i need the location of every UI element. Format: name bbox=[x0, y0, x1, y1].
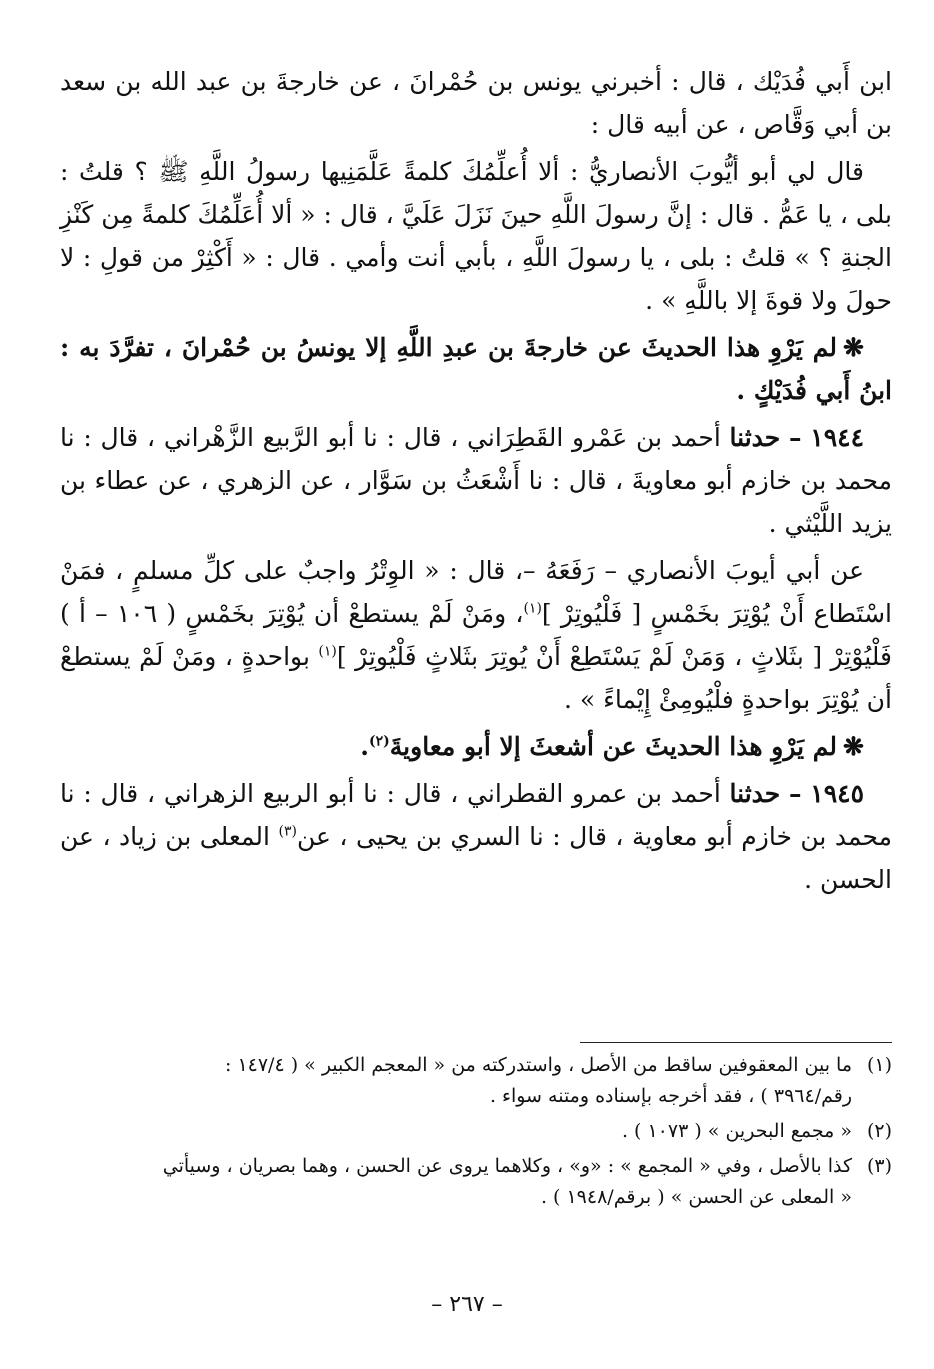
isnad-1945-a: أحمد بن عمرو القطراني ، قال : نا أبو الربيع الزهراني ، قال : نا محمد بن خازم أبو معاوية ، قال : نا السري بن يحيى ، عن bbox=[60, 779, 892, 851]
paragraph-isnad-1: ابن أَبي فُدَيْك ، قال : أخبرني يونس بن حُمْرانَ ، عن خارجةَ بن عبد الله بن سعد بن أبي وَقَّاص ، عن أبيه قال : bbox=[60, 67, 892, 139]
footnote-ref-2: (٢) bbox=[369, 733, 390, 750]
matn-1944-b: ، ومَنْ لَمْ يستطعْ أن يُوْتِرَ بخَمْسٍ bbox=[185, 599, 524, 628]
dash: – bbox=[789, 779, 802, 808]
star-icon: ❋ bbox=[843, 732, 864, 761]
footnote-text: « مجمع البحرين » ( ١٠٧٣ ) . bbox=[621, 1120, 852, 1142]
note-1 bbox=[60, 326, 892, 412]
footnote-ref-1: (١) bbox=[523, 600, 542, 617]
footnote-divider bbox=[580, 1042, 892, 1043]
footnote-ref-1b: (١) bbox=[318, 643, 337, 660]
footnote-text-cont: رقم/٣٩٦٤ ) ، فقد أخرجه بإسناده ومتنه سواء . bbox=[489, 1085, 852, 1107]
folio-marker: ( ١٠٦ – أ ) bbox=[60, 599, 177, 628]
footnote-3 bbox=[60, 1151, 892, 1213]
matn-1944-c: فَلْيُوْتِرْ [ بثَلاثٍ ، وَمَنْ لَمْ يَسْتَطِعْ أَنْ يُوتِرَ بثَلاثٍ فَلْيُوتِرْ ] bbox=[336, 642, 892, 671]
paragraph-hadith-1944 bbox=[60, 549, 892, 721]
note-2: ❋لم يَرْوِ هذا الحديثَ عن أشعثَ إلا أبو معاويةَ$^{(٢)}$. bbox=[360, 732, 864, 761]
note-2-text: لم يَرْوِ هذا الحديثَ عن أشعثَ إلا أبو معاويةَ bbox=[389, 732, 838, 761]
matn-1944-a: عن أبي أيوبَ الأنصاري – رَفَعَهُ –، قال : « الوِتْرُ واجبٌ على كلِّ مسلمٍ ، فمَنْ اسْتَطاع أَنْ يُوْتِرَ بخَمْسٍ [ فَلْيُوتِرْ ] bbox=[60, 556, 892, 628]
main-text bbox=[60, 60, 892, 905]
matn-1944-d: بواحدةٍ ، ومَنْ لَمْ يستطعْ أن يُوْتِرَ بواحدةٍ فلْيُومِئْ إِيْماءً » . bbox=[60, 642, 892, 714]
hadith-1944-header bbox=[60, 416, 892, 545]
footnote-2 bbox=[60, 1116, 892, 1147]
footnote-1 bbox=[60, 1050, 892, 1112]
hadith-number-1945: ١٩٤٥ bbox=[810, 779, 864, 808]
footnote-number: (٢) bbox=[866, 1120, 892, 1142]
footnotes bbox=[60, 1050, 892, 1217]
hadathana-label: حدثنا bbox=[729, 423, 781, 452]
paragraph-hadith-1: قال لي أبو أيُّوبَ الأنصاريُّ : ألا أُعلِّمُكَ كلمةً عَلَّمَنِيها رسولُ اللَّهِ ﷺ ؟ قلتُ : بلى ، يا عَمُّ . قال : إنَّ رسولَ اللَّهِ حينَ نَزَلَ عَلَيَّ ، قال : « ألا أُعَلِّمُكَ كلمةً مِن كَنْزِ الجنةِ ؟ » قلتُ : بلى ، يا رسولَ اللَّهِ ، بأبي أنت وأمي . قال : « أَكْثِرْ من قولِ : لا حولَ ولا قوةَ إلا باللَّهِ » . bbox=[60, 157, 892, 315]
isnad-1945-b: المعلى بن زياد ، عن الحسن . bbox=[60, 822, 892, 894]
note-1-text: لم يَرْوِ هذا الحديثَ عن خارجةَ بن عبدِ اللَّهِ إلا يونسُ بن حُمْرانَ ، تفرَّدَ به : ابنُ أَبي فُدَيْكٍ . bbox=[60, 333, 892, 405]
footnote-ref-3: (٣) bbox=[278, 823, 297, 840]
isnad-1944: أحمد بن عَمْرو القَطِرَاني ، قال : نا أبو الرَّبيع الزَّهْراني ، قال : نا محمد بن خازم أبو معاويةَ ، قال : نا أَشْعَثُ بن سَوَّار ، عن الزهري ، عن عطاء بن يزيد اللَّيْثي . bbox=[60, 423, 892, 538]
footnote-number: (١) bbox=[866, 1054, 892, 1076]
footnote-number: (٣) bbox=[866, 1155, 892, 1177]
hadith-1945-header bbox=[60, 772, 892, 901]
hadathana-label: حدثنا bbox=[729, 779, 781, 808]
footnote-text: كذا بالأصل ، وفي « المجمع » : «و» ، وكلاهما يروى عن الحسن ، وهما بصريان ، وسيأتي bbox=[162, 1155, 852, 1177]
footnote-text: ما بين المعقوفين ساقط من الأصل ، واستدركته من « المعجم الكبير » ( ١٤٧/٤ : bbox=[224, 1054, 852, 1076]
dash: – bbox=[789, 423, 802, 452]
footnote-text-cont: « المعلى عن الحسن » ( برقم/١٩٤٨ ) . bbox=[540, 1186, 852, 1208]
page-number: – ٢٦٧ – bbox=[431, 1292, 503, 1317]
star-icon: ❋ bbox=[843, 333, 864, 362]
hadith-number-1944: ١٩٤٤ bbox=[810, 423, 864, 452]
